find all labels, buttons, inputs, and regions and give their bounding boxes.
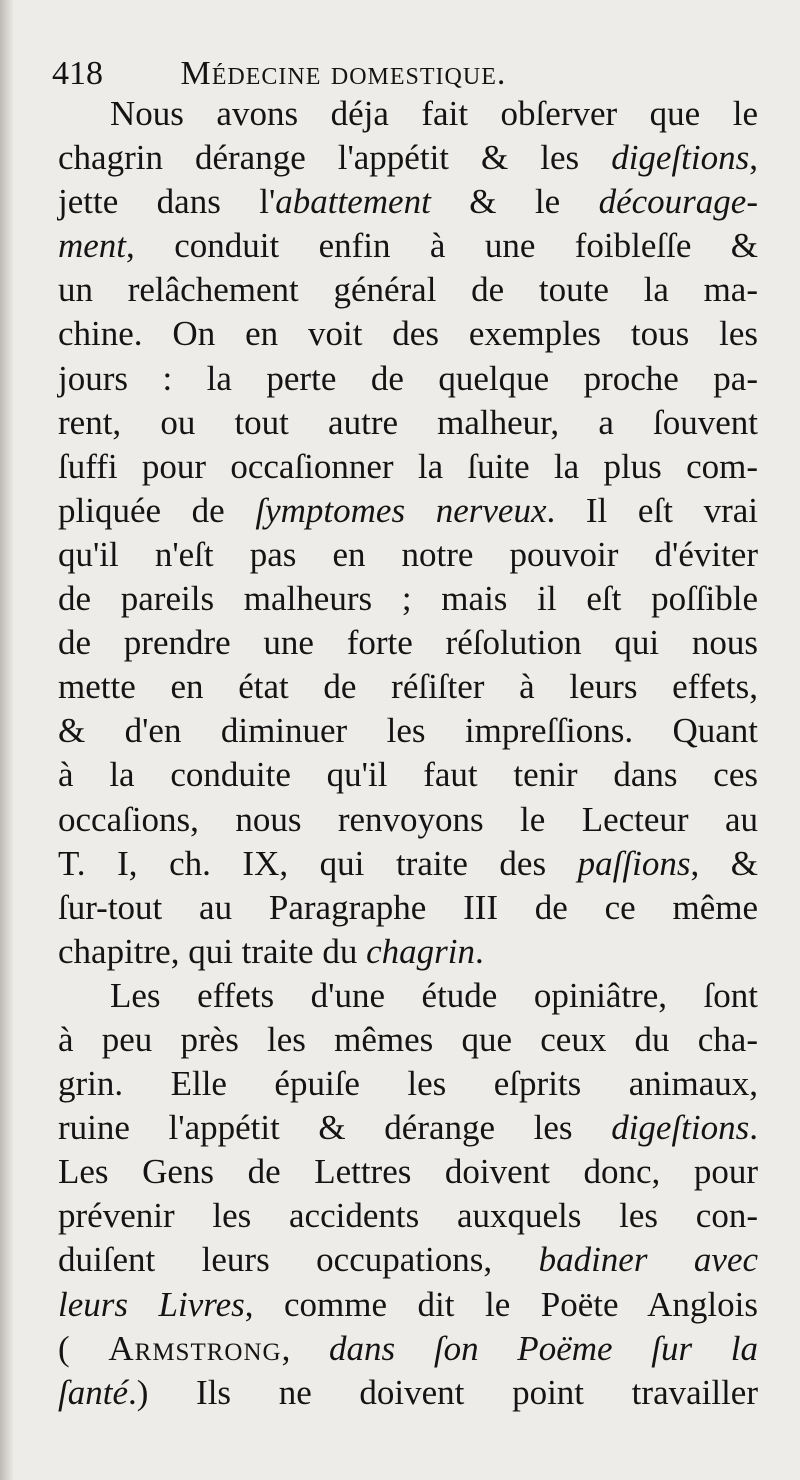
italic-run: ſanté [58,1372,128,1412]
text-line [58,224,758,268]
text-run: occaſions, nous renvoyons le Lecteur au [58,799,758,839]
italic-run: digeſtions [611,1108,750,1148]
text-line [58,1327,758,1371]
text-line [58,886,758,930]
text-run: ( [58,1328,109,1368]
text-run: T. I, ch. IX, qui traite des [58,843,578,883]
text-line [58,489,758,533]
text-run: Les effets d'une étude opiniâtre, ſont [110,975,758,1015]
text-run: , conduit enfin à une foibleſſe & [126,226,758,266]
page-number: 418 [52,55,103,92]
text-run: .) Ils ne doivent point travailler [127,1372,758,1412]
text-run: chine. On en voit des exemples tous les [58,314,758,354]
italic-run: décourage- [598,182,758,222]
text-run: & d'en diminuer les impreſſions. Quant [58,711,758,751]
text-run: de pareils malheurs ; mais il eſt poſſible [58,579,758,619]
text-line [58,1371,758,1415]
italic-run: abattement [275,182,431,222]
text-run: , & [690,843,758,883]
italic-run: leurs Livres [58,1284,245,1324]
text-line [58,1238,758,1282]
text-run: Nous avons déja fait obſerver que le [110,94,758,133]
text-run: , comme dit le Poëte Anglois [244,1284,758,1324]
italic-run: paſſions [577,843,691,883]
italic-run: ſymptomes nerveux [255,490,547,530]
text-run: , [281,1328,330,1368]
text-line [58,533,758,577]
text-line [58,357,758,401]
text-run: ſur-tout au Paragraphe III de ce même [58,887,758,927]
text-run: & le [430,182,599,222]
text-run: mette en état de réſiſter à leurs effets, [58,667,758,707]
italic-run: ment [58,226,127,266]
text-run: . Il eſt vrai [546,490,758,530]
text-line [58,709,758,753]
text-line [58,930,758,974]
italic-run: badiner avec [538,1240,759,1280]
text-line [58,577,758,621]
text-line [58,665,758,709]
italic-run: chagrin [366,931,475,971]
text-line [58,268,758,312]
text-line [58,1018,758,1062]
text-line [58,1106,758,1150]
text-run: , [749,138,758,178]
text-line [58,445,758,489]
text-line [58,1062,758,1106]
italic-run: dans ſon Poëme ſur la [329,1328,759,1368]
text-line [58,180,758,224]
text-run: prévenir les accidents auxquels les con- [58,1196,758,1236]
text-run: de prendre une forte réſolution qui nous [58,623,758,663]
text-run: . [474,931,484,971]
text-line [58,842,758,886]
text-run: pliquée de [58,490,256,530]
text-run: chapitre, qui traite du [58,931,367,971]
text-run: Les Gens de Lettres doivent donc, pour [58,1152,758,1192]
text-run: ruine l'appétit & dérange les [58,1108,612,1148]
text-line [58,753,758,797]
text-line [58,1150,758,1194]
text-run: jette dans l' [58,182,276,222]
text-line [58,1283,758,1327]
text-line [58,798,758,842]
text-line [58,136,758,180]
text-line [58,401,758,445]
text-line [58,312,758,356]
text-run: qu'il n'eſt pas en notre pouvoir d'éviter [58,534,758,574]
text-line [58,621,758,665]
running-title: Médecine domestique. [180,55,507,92]
small-caps-run: Armstrong [108,1328,282,1368]
italic-run: digeſtions [611,138,750,178]
text-run: rent, ou tout autre malheur, a ſouvent [58,402,758,442]
text-run: duiſent leurs occupations, [58,1240,539,1280]
text-run: grin. Elle épuiſe les eſprits animaux, [58,1064,758,1104]
text-run: un relâchement général de toute la ma- [58,270,758,310]
text-line [58,974,758,1018]
text-run: à peu près les mêmes que ceux du cha- [58,1019,758,1059]
text-run: ſuffi pour occaſionner la ſuite la plus com- [58,446,758,486]
text-line [58,92,758,136]
text-run: . [749,1108,758,1148]
text-run: à la conduite qu'il faut tenir dans ces [58,755,758,795]
text-run: jours : la perte de quelque proche pa- [58,358,758,398]
text-run: chagrin dérange l'appétit & les [58,138,612,178]
text-line [58,1194,758,1238]
body-text [58,92,758,1415]
page-shadow-edge [0,0,14,1480]
